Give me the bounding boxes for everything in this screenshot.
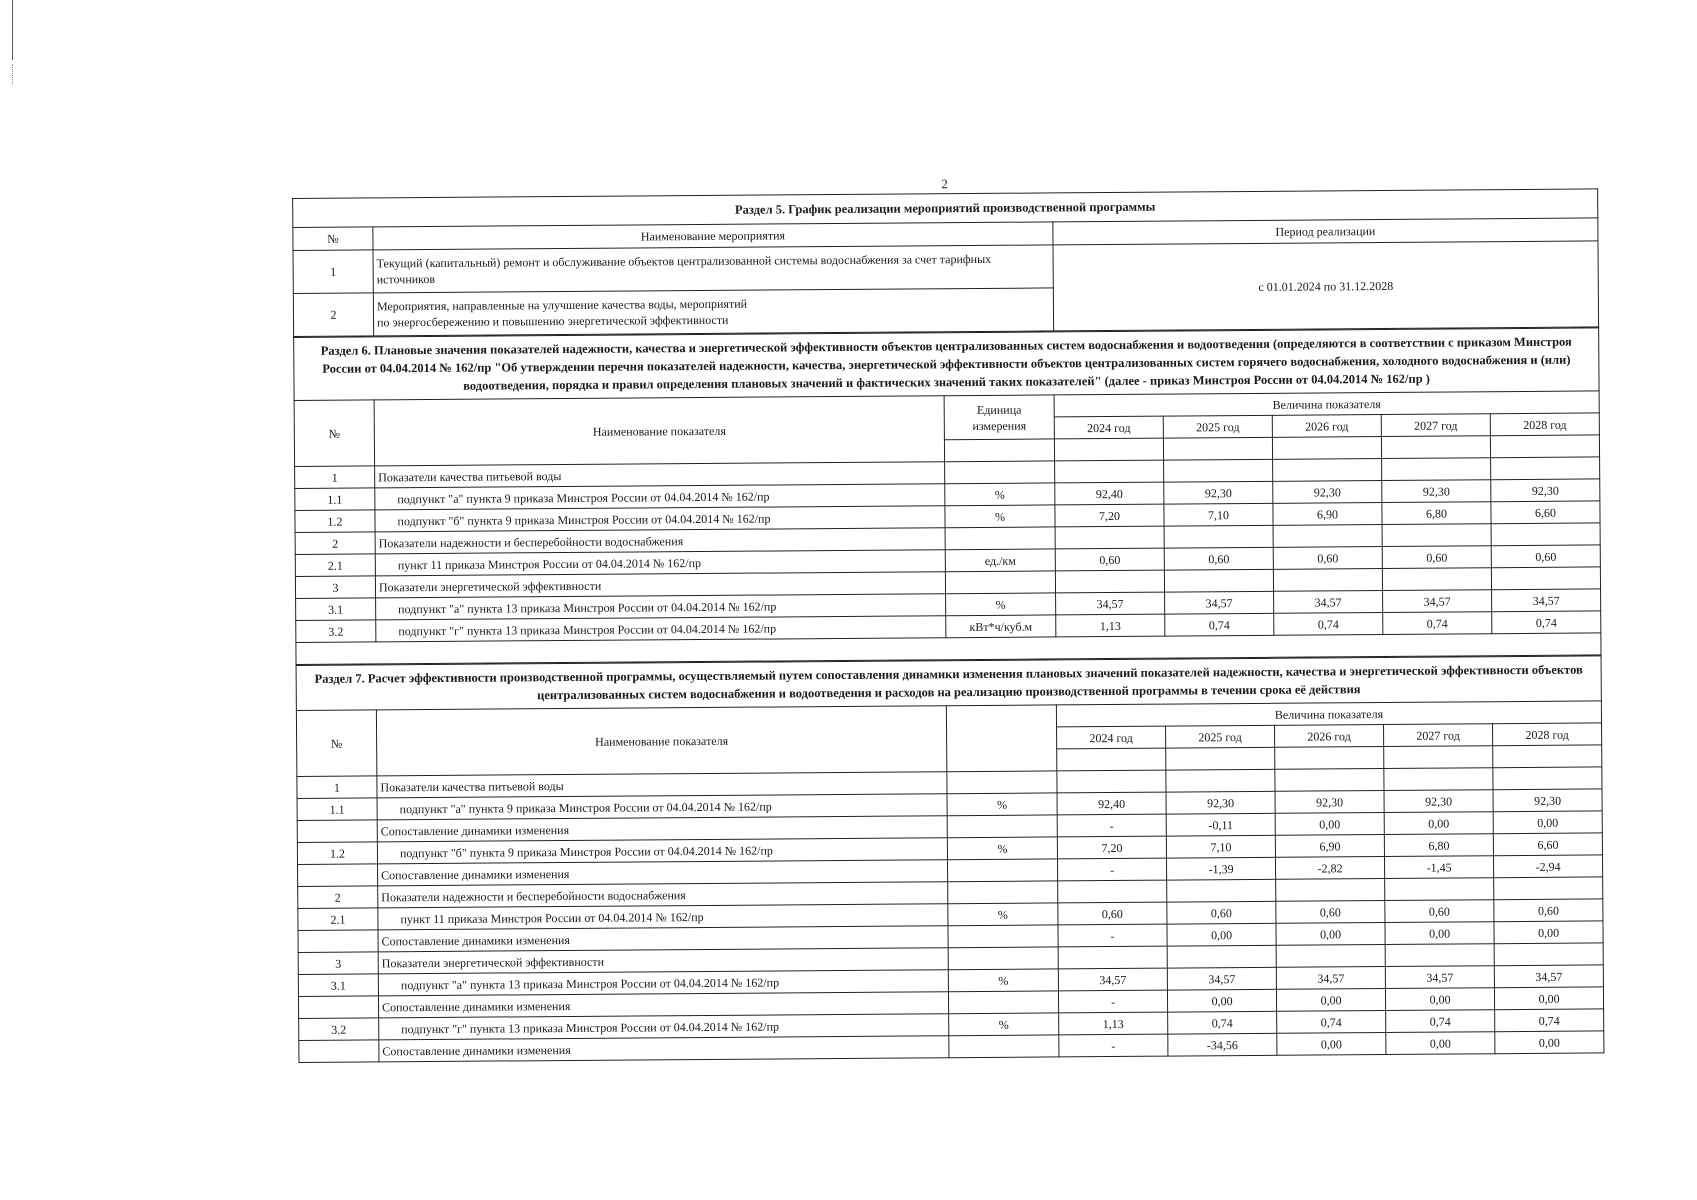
section5-title: Раздел 5. График реализации мероприятий производственной программы bbox=[293, 189, 1598, 228]
section5-period-value: с 01.01.2024 по 31.12.2028 bbox=[1053, 241, 1599, 331]
section6-row-name: подпункт "а" пункта 13 приказа Минстроя России от 04.04.2014 № 162/пр bbox=[376, 594, 946, 620]
section6-header-spacer bbox=[1381, 436, 1490, 459]
section7-row-value: 0,60 bbox=[1276, 901, 1385, 924]
section7-row-value bbox=[1276, 879, 1385, 902]
section7-row-value: 34,57 bbox=[1385, 966, 1494, 989]
section7-row-name: Сопоставление динамики изменения bbox=[378, 992, 948, 1018]
section6-row-value: 0,74 bbox=[1165, 613, 1274, 636]
section6-row-value: 34,57 bbox=[1056, 592, 1165, 615]
section6-row-value bbox=[1164, 525, 1273, 548]
section6-row-value: 6,90 bbox=[1273, 503, 1382, 526]
section7-row-name: Показатели надежности и бесперебойности водоснабжения bbox=[378, 882, 948, 908]
section7-row-value: 0,00 bbox=[1385, 988, 1494, 1011]
section6-row-name: подпункт "б" пункта 9 приказа Минстроя России от 04.04.2014 № 162/пр bbox=[375, 506, 945, 532]
section7-row-value: -34,56 bbox=[1168, 1033, 1277, 1056]
section6-row-value bbox=[1164, 459, 1273, 482]
scan-edge-line bbox=[12, 0, 13, 60]
section7-row-value: 0,60 bbox=[1167, 901, 1276, 924]
section7-row-num: 3.2 bbox=[299, 1018, 379, 1041]
section7-row-unit: % bbox=[949, 1013, 1059, 1036]
section7-row-value: 0,74 bbox=[1168, 1011, 1277, 1034]
section7-row-value: 0,74 bbox=[1277, 1011, 1386, 1034]
section5-row-name-line: Мероприятия, направленные на улучшение качества воды, мероприятий bbox=[376, 296, 748, 314]
section6-header-spacer bbox=[1054, 438, 1163, 461]
section6-row-value bbox=[1382, 458, 1491, 481]
section5-header-name: Наименование мероприятия bbox=[373, 222, 1053, 250]
section7-row-value: 0,60 bbox=[1058, 902, 1167, 925]
section7-row-value: - bbox=[1058, 990, 1167, 1013]
section6-row-unit: кВт*ч/куб.м bbox=[946, 615, 1056, 638]
section5-row-name bbox=[373, 245, 1053, 293]
section7-row-name: Показатели энергетической эффективности bbox=[378, 948, 948, 974]
section7-row-num bbox=[298, 996, 378, 1019]
section7-row-num: 1.2 bbox=[297, 842, 377, 865]
section7-row-value: 0,74 bbox=[1386, 1010, 1495, 1033]
section7-row-unit bbox=[948, 925, 1058, 948]
section7-header-spacer bbox=[1493, 745, 1602, 768]
section6-row-value: 92,30 bbox=[1164, 481, 1273, 504]
section7-row-num bbox=[299, 1040, 379, 1063]
section7-row-value: 0,74 bbox=[1495, 1009, 1604, 1032]
section6-row-value: 6,80 bbox=[1382, 502, 1491, 525]
section7-row-value: 0,00 bbox=[1384, 812, 1493, 835]
section7-row-value: 7,10 bbox=[1166, 835, 1275, 858]
section7-row-value: 0,00 bbox=[1494, 987, 1603, 1010]
scan-edge-dots bbox=[12, 64, 14, 84]
section6-row-value: 0,74 bbox=[1383, 612, 1492, 635]
section6-header-spacer bbox=[1272, 437, 1381, 460]
section6-row-unit: % bbox=[946, 593, 1056, 616]
section7-row-value: -1,39 bbox=[1166, 857, 1275, 880]
section7-year: 2028 год bbox=[1493, 723, 1602, 746]
section6-row-num: 3 bbox=[295, 576, 375, 599]
section6-year: 2026 год bbox=[1272, 415, 1381, 438]
section6-row-unit: % bbox=[945, 505, 1055, 528]
section7-row-value: 92,30 bbox=[1166, 791, 1275, 814]
section7-row-unit: % bbox=[947, 793, 1057, 816]
section6-row-value: 0,74 bbox=[1492, 611, 1601, 634]
section7-row-name: подпункт "б" пункта 9 приказа Минстроя России от 04.04.2014 № 162/пр bbox=[377, 838, 947, 864]
section6-row-value bbox=[1055, 570, 1164, 593]
section7-row-value: - bbox=[1058, 924, 1167, 947]
section7-row-name: Сопоставление динамики изменения bbox=[378, 860, 948, 886]
section7-row-value bbox=[1166, 769, 1275, 792]
section7-year: 2027 год bbox=[1384, 724, 1493, 747]
section7-row-value: 0,00 bbox=[1276, 923, 1385, 946]
section7-row-unit bbox=[948, 859, 1058, 882]
section6-row-value: 0,60 bbox=[1273, 547, 1382, 570]
section6-year: 2028 год bbox=[1490, 413, 1599, 436]
section7-row-value: 0,00 bbox=[1167, 923, 1276, 946]
section7-row-name: Сопоставление динамики изменения bbox=[378, 926, 948, 952]
section7-row-name: пункт 11 приказа Минстроя России от 04.04.2014 № 162/пр bbox=[378, 904, 948, 930]
section5-table bbox=[292, 188, 1599, 337]
section6-row-value bbox=[1491, 457, 1600, 480]
section7-row-value: 6,90 bbox=[1275, 835, 1384, 858]
section7-row-value: 7,20 bbox=[1057, 836, 1166, 859]
section5-row-name-line: источников bbox=[376, 271, 436, 287]
section7-row-value bbox=[1057, 770, 1166, 793]
section6-row-value: 92,30 bbox=[1491, 479, 1600, 502]
section6-row-name: пункт 11 приказа Минстроя России от 04.04.2014 № 162/пр bbox=[375, 550, 945, 576]
section6-row-unit bbox=[945, 571, 1055, 594]
section6-row-value: 92,40 bbox=[1055, 482, 1164, 505]
section6-row-value bbox=[1273, 459, 1382, 482]
section7-row-value: - bbox=[1059, 1034, 1168, 1057]
section7-header-spacer bbox=[1384, 746, 1493, 769]
section7-row-value: 0,00 bbox=[1167, 989, 1276, 1012]
section6-year: 2025 год bbox=[1163, 415, 1272, 438]
section7-row-value: 92,30 bbox=[1384, 790, 1493, 813]
section7-row-value: - bbox=[1057, 858, 1166, 881]
section6-header-spacer bbox=[1490, 435, 1599, 458]
section6-year: 2027 год bbox=[1381, 414, 1490, 437]
section7-row-name: подпункт "г" пункта 13 приказа Минстроя России от 04.04.2014 № 162/пр bbox=[379, 1014, 949, 1040]
section6-row-value: 34,57 bbox=[1165, 591, 1274, 614]
section6-row-value: 6,60 bbox=[1491, 501, 1600, 524]
section7-header-spacer bbox=[1166, 747, 1275, 770]
section7-header-name: Наименование показателя bbox=[376, 706, 946, 776]
section7-year: 2026 год bbox=[1275, 725, 1384, 748]
section6-header-unit-line: измерения bbox=[972, 418, 1027, 433]
section6-row-value bbox=[1164, 569, 1273, 592]
section7-header-unit bbox=[946, 705, 1056, 772]
section6-row-value bbox=[1382, 524, 1491, 547]
section6-header-name: Наименование показателя bbox=[374, 396, 944, 466]
section6-row-name: Показатели энергетической эффективности bbox=[375, 572, 945, 598]
section6-row-name: Показатели качества питьевой воды bbox=[375, 462, 945, 488]
section7-row-num: 2 bbox=[298, 886, 378, 909]
section7-header-num: № bbox=[296, 710, 376, 777]
section5-row-name-line: Текущий (капитальный) ремонт и обслуживание объектов централизованной системы водоснабжения за счет тарифных bbox=[376, 251, 992, 271]
section7-row-num bbox=[298, 864, 378, 887]
section7-row-value bbox=[1275, 769, 1384, 792]
section5-header-period: Период реализации bbox=[1053, 218, 1598, 245]
section6-row-num: 1.2 bbox=[295, 510, 375, 533]
section7-header-value: Величина показателя bbox=[1056, 701, 1601, 727]
section7-row-value: 92,30 bbox=[1275, 791, 1384, 814]
section6-row-unit bbox=[945, 461, 1055, 484]
section7-row-value bbox=[1058, 880, 1167, 903]
section7-row-value: 34,57 bbox=[1167, 967, 1276, 990]
section7-row-name: подпункт "а" пункта 13 приказа Минстроя России от 04.04.2014 № 162/пр bbox=[378, 970, 948, 996]
section7-header-spacer bbox=[1275, 747, 1384, 770]
section7-table bbox=[296, 655, 1605, 1063]
section6-row-value: 0,60 bbox=[1055, 548, 1164, 571]
section7-year: 2024 год bbox=[1057, 726, 1166, 749]
section6-row-value: 7,10 bbox=[1164, 503, 1273, 526]
section6-row-value bbox=[1491, 523, 1600, 546]
section7-row-value: 0,60 bbox=[1494, 899, 1603, 922]
section7-row-value bbox=[1058, 946, 1167, 969]
section7-row-num: 1 bbox=[297, 776, 377, 799]
section6-row-value: 0,74 bbox=[1274, 613, 1383, 636]
section6-year: 2024 год bbox=[1054, 416, 1163, 439]
section7-row-value: 34,57 bbox=[1058, 968, 1167, 991]
section5-row-name bbox=[373, 288, 1053, 336]
section7-row-value: 0,00 bbox=[1386, 1032, 1495, 1055]
section7-row-value: 0,00 bbox=[1493, 811, 1602, 834]
section7-row-unit bbox=[948, 881, 1058, 904]
section7-row-value bbox=[1167, 879, 1276, 902]
section7-row-unit: % bbox=[947, 837, 1057, 860]
section7-row-num: 3 bbox=[298, 952, 378, 975]
section7-body bbox=[297, 767, 1604, 1063]
section6-row-name: Показатели надежности и бесперебойности водоснабжения bbox=[375, 528, 945, 554]
section5-row-num: 1 bbox=[293, 250, 373, 294]
section6-row-value: 92,30 bbox=[1273, 481, 1382, 504]
section6-row-value bbox=[1055, 526, 1164, 549]
section6-row-num: 2 bbox=[295, 532, 375, 555]
section6-header-spacer bbox=[1163, 437, 1272, 460]
section6-row-value: 34,57 bbox=[1274, 591, 1383, 614]
section7-row-unit bbox=[947, 771, 1057, 794]
section6-row-value: 0,60 bbox=[1491, 545, 1600, 568]
section6-row-unit: % bbox=[945, 483, 1055, 506]
section7-row-name: Сопоставление динамики изменения bbox=[379, 1036, 949, 1062]
section7-row-value bbox=[1494, 877, 1603, 900]
section7-row-value: 0,00 bbox=[1276, 989, 1385, 1012]
section7-row-value: 6,60 bbox=[1493, 833, 1602, 856]
section7-row-value: -2,94 bbox=[1493, 855, 1602, 878]
section6-row-value bbox=[1491, 567, 1600, 590]
section7-row-value: 0,00 bbox=[1495, 1031, 1604, 1054]
section6-row-num: 3.1 bbox=[296, 598, 376, 621]
section5-header-num: № bbox=[293, 227, 373, 251]
section7-row-value: 6,80 bbox=[1384, 834, 1493, 857]
section5-row-name-line: по энергосбережению и повышению энергетической эффективности bbox=[376, 312, 729, 330]
section6-row-num: 1 bbox=[295, 466, 375, 489]
section7-row-value: -2,82 bbox=[1275, 857, 1384, 880]
section6-row-name: подпункт "г" пункта 13 приказа Минстроя России от 04.04.2014 № 162/пр bbox=[376, 616, 946, 642]
section7-row-value: 1,13 bbox=[1059, 1012, 1168, 1035]
section7-row-num: 2.1 bbox=[298, 908, 378, 931]
section5-row-num: 2 bbox=[293, 293, 373, 337]
section6-title: Раздел 6. Плановые значения показателей надежности, качества и энергетической эффективности объектов централизованных систем водоснабжения и водоотведения (определяются в соответствии с приказом Минстроя России от 04.04.2014 № 162/пр "Об утверждении перечня показателей надежности, качества, энергетической эффективности объектов централизованных систем горячего водоснабжения, холодного водоснабжения и (или) водоотведения, порядка и правил определения плановых значений и фактических значений таких показателей" (далее - приказ Минстроя России от 04.04.2014 № 162/пр ) bbox=[294, 328, 1600, 401]
section7-row-unit: % bbox=[948, 969, 1058, 992]
section7-row-value: 92,30 bbox=[1493, 789, 1602, 812]
section7-row-num: 1.1 bbox=[297, 798, 377, 821]
section6-row-name: подпункт "а" пункта 9 приказа Минстроя России от 04.04.2014 № 162/пр bbox=[375, 484, 945, 510]
section7-row-value bbox=[1384, 768, 1493, 791]
section7-row-unit bbox=[947, 815, 1057, 838]
section7-row-value: 0,00 bbox=[1277, 1033, 1386, 1056]
section7-row-value: 34,57 bbox=[1494, 965, 1603, 988]
section6-row-value: 0,60 bbox=[1164, 547, 1273, 570]
section7-row-name: подпункт "а" пункта 9 приказа Минстроя России от 04.04.2014 № 162/пр bbox=[377, 794, 947, 820]
section7-row-value: 0,00 bbox=[1275, 813, 1384, 836]
section6-row-value bbox=[1382, 568, 1491, 591]
section6-header-unit-line: Единица bbox=[976, 402, 1022, 417]
section7-title: Раздел 7. Расчет эффективности производственной программы, осуществляемый путем сопоставления динамики изменения плановых значений показателей надежности, качества и энергетической эффективности объектов централизованных систем водоснабжения и водоотведения и расходов на реализацию производственной программы в течении срока её действия bbox=[296, 656, 1601, 711]
section7-row-value: -1,45 bbox=[1384, 856, 1493, 879]
section7-row-unit bbox=[949, 1035, 1059, 1058]
section6-row-unit: ед./км bbox=[945, 549, 1055, 572]
section6-row-num: 3.2 bbox=[296, 620, 376, 643]
section7-row-value: 0,00 bbox=[1385, 922, 1494, 945]
section7-row-unit bbox=[948, 991, 1058, 1014]
page-number: 2 bbox=[941, 176, 948, 192]
section7-row-value: 34,57 bbox=[1276, 967, 1385, 990]
section6-header-value: Величина показателя bbox=[1054, 391, 1599, 417]
section7-row-value: 0,00 bbox=[1494, 921, 1603, 944]
section6-row-unit bbox=[945, 527, 1055, 550]
section7-header-spacer bbox=[1057, 748, 1166, 771]
section7-row-num bbox=[297, 820, 377, 843]
section6-header-unit bbox=[944, 395, 1054, 440]
section6-row-value bbox=[1273, 569, 1382, 592]
section6-row-value bbox=[1055, 460, 1164, 483]
section7-row-value: - bbox=[1057, 814, 1166, 837]
section7-row-value: 92,40 bbox=[1057, 792, 1166, 815]
section6-header-spacer bbox=[944, 439, 1054, 462]
section7-row-name: Показатели качества питьевой воды bbox=[377, 772, 947, 798]
document-page bbox=[292, 170, 1603, 1063]
section7-row-num bbox=[298, 930, 378, 953]
section7-row-unit: % bbox=[948, 903, 1058, 926]
section6-row-value: 34,57 bbox=[1383, 590, 1492, 613]
section6-row-value bbox=[1273, 525, 1382, 548]
section7-row-value: -0,11 bbox=[1166, 813, 1275, 836]
section6-row-num: 2.1 bbox=[295, 554, 375, 577]
section7-row-unit bbox=[948, 947, 1058, 970]
section7-row-value bbox=[1385, 878, 1494, 901]
section7-row-value bbox=[1167, 945, 1276, 968]
section6-row-value: 0,60 bbox=[1382, 546, 1491, 569]
section6-row-value: 92,30 bbox=[1382, 480, 1491, 503]
section7-row-value bbox=[1494, 943, 1603, 966]
section6-body bbox=[295, 457, 1601, 643]
section6-header-num: № bbox=[294, 400, 374, 467]
section7-row-value: 0,60 bbox=[1385, 900, 1494, 923]
section6-row-value: 1,13 bbox=[1056, 614, 1165, 637]
section6-row-value: 7,20 bbox=[1055, 504, 1164, 527]
section7-row-value bbox=[1493, 767, 1602, 790]
section7-row-value bbox=[1385, 944, 1494, 967]
section6-row-value: 34,57 bbox=[1492, 589, 1601, 612]
section7-row-name: Сопоставление динамики изменения bbox=[377, 816, 947, 842]
section7-year: 2025 год bbox=[1166, 725, 1275, 748]
section6-table bbox=[293, 327, 1601, 665]
section7-row-num: 3.1 bbox=[298, 974, 378, 997]
section7-row-value bbox=[1276, 945, 1385, 968]
section6-row-num: 1.1 bbox=[295, 488, 375, 511]
